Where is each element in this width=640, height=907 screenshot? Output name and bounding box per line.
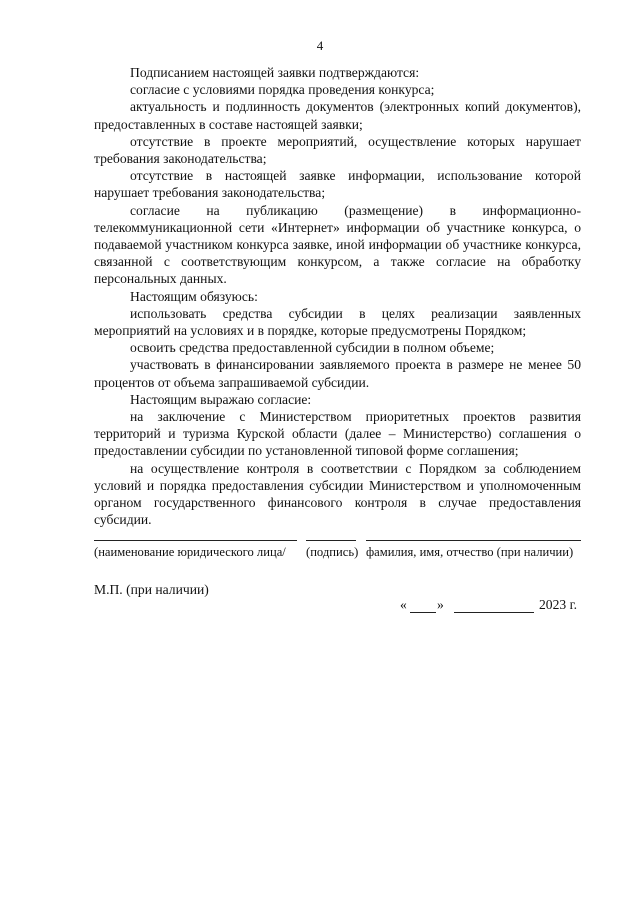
paragraph-cofinancing: участвовать в финансировании заявляемого проекта в размере не менее 50 процентов от объема запрашиваемой субсидии. (94, 357, 581, 390)
paragraph-publication-consent: согласие на публикацию (размещение) в информационно-телекоммуникационной сети «Интернет» информации об участнике конкурса, о подаваемой участником конкурса заявке, иной информации об участнике конкурса, связанной с соответствующим конкурсом, а также согласие на обработку персональных данных. (94, 202, 581, 287)
stamp-note: М.П. (при наличии) (94, 582, 209, 597)
paragraph-control-consent: на осуществление контроля в соответствии с Порядком за соблюдением условий и порядка предоставления субсидии Министерством и уполномоченным органом государственного финансового контроля в случае предоставления субсидии. (94, 460, 581, 528)
body-text (94, 64, 581, 528)
signature-line (306, 540, 356, 541)
paragraph-use-subsidy: использовать средства субсидии в целях реализации заявленных мероприятий на условиях и в порядке, которые предусмотрены Порядком; (94, 305, 581, 339)
signature-caption: (подпись) (306, 545, 359, 559)
date-year: 2023 г. (539, 597, 578, 612)
full-name-line (366, 540, 581, 541)
paragraph-spend-subsidy: освоить средства предоставленной субсидии в полном объеме; (130, 340, 495, 356)
date-field (380, 597, 581, 617)
paragraph-no-violating-information: отсутствие в настоящей заявке информации, использование которой нарушает требования законодательства; (94, 168, 581, 201)
paragraph-no-violating-measures: отсутствие в проекте мероприятий, осуществление которых нарушает требования законодательства; (94, 133, 581, 167)
date-open-quote: « (400, 597, 407, 612)
signature-block (94, 540, 581, 564)
paragraph-agreement-conditions: согласие с условиями порядка проведения конкурса; (130, 82, 435, 98)
page-number: 4 (316, 38, 324, 53)
org-name-caption: (наименование юридического лица/ (94, 545, 286, 559)
date-close-quote: » (437, 597, 444, 612)
paragraph-confirmations-heading: Подписанием настоящей заявки подтверждаются: (130, 65, 420, 80)
month-blank-line (454, 612, 534, 613)
paragraph-obligations-heading: Настоящим обязуюсь: (130, 288, 258, 304)
paragraph-consent-heading: Настоящим выражаю согласие: (130, 391, 312, 407)
org-name-line (94, 540, 297, 541)
paragraph-agreement-ministry: на заключение с Министерством приоритетных проектов развития территорий и туризма Курской области (далее – Министерство) соглашения о предоставлении субсидии по установленной типовой форме соглашения; (94, 409, 581, 459)
paragraph-document-authenticity: актуальность и подлинность документов (электронных копий документов), предоставленных в составе настоящей заявки; (94, 99, 581, 132)
day-blank-line (410, 612, 436, 613)
full-name-caption: фамилия, имя, отчество (при наличии) (366, 545, 574, 559)
